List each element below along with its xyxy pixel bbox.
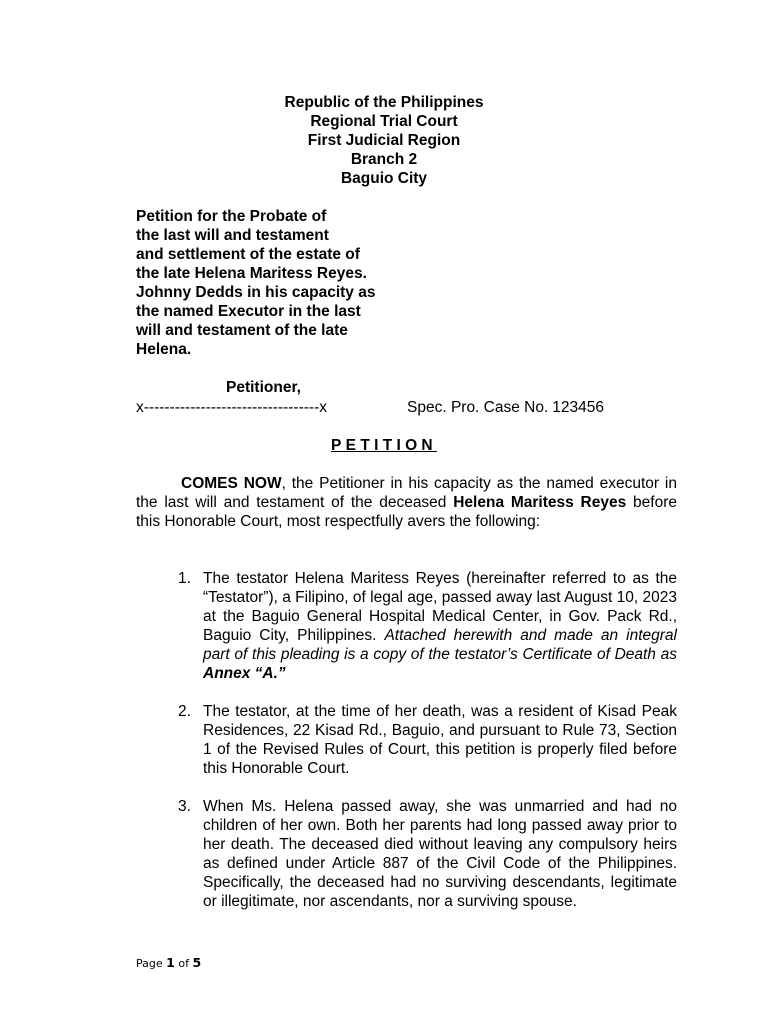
paragraph-text: The testator Helena Maritess Reyes (hereinafter referred to as the “Testator”), a Filipino, of legal age, passed away last August 10, 2023 at the Baguio General Hospital Medical Center, in Gov. Pack Rd., Baguio City, Philippines. <box>203 570 677 644</box>
case-number <box>407 398 604 417</box>
case-number-value: 123456 <box>552 399 605 416</box>
paragraph-body <box>203 569 677 683</box>
intro-paragraph <box>136 474 677 531</box>
intro-text: , the Petitioner in his capacity as the named executor in the last will and testament of the deceased <box>136 475 677 511</box>
total-pages-number: 5 <box>192 955 202 970</box>
numbered-paragraph <box>178 702 677 778</box>
caption-line: Helena. <box>136 341 192 358</box>
caption-line: Petition for the Probate of <box>136 208 327 225</box>
of-word: of <box>178 957 189 970</box>
paragraph-number: 3. <box>178 798 191 815</box>
petitioner-label: Petitioner, <box>226 379 301 396</box>
caption-line: the named Executor in the last <box>136 303 361 320</box>
intro-deceased-name: Helena Maritess Reyes <box>453 494 627 511</box>
caption-line: will and testament of the late <box>136 322 348 339</box>
case-number-label: Spec. Pro. Case No. <box>407 399 549 416</box>
current-page-number: 1 <box>166 955 175 970</box>
intro-text: before this Honorable Court, most respectfully avers the following: <box>136 494 678 530</box>
paragraph-body: When Ms. Helena passed away, she was unmarried and had no children of her own. Both her parents had long passed away prior to her death. The deceased died without leaving any compulsory heirs as defined under Article 887 of the Civil Code of the Philippines. Specifically, the deceased had no surviving descendants, legitimate or illegitimate, nor ascendants, nor a surviving spouse. <box>203 798 677 910</box>
caption-separator: x----------------------------------x <box>136 399 327 416</box>
paragraph-italic-text: Attached herewith and made an integral part of this pleading is a copy of the testator’s Certificate of Death as <box>203 627 677 663</box>
header-line-city: Baguio City <box>340 170 428 187</box>
paragraph-number: 2. <box>178 703 191 720</box>
court-header <box>0 93 768 188</box>
header-line-republic: Republic of the Philippines <box>284 94 484 111</box>
paragraph-body: The testator, at the time of her death, was a resident of Kisad Peak Residences, 22 Kisad Rd., Baguio, and pursuant to Rule 73, Section 1 of the Revised Rules of Court, this petition is properly filed before this Honorable Court. <box>203 703 677 777</box>
header-line-branch: Branch 2 <box>350 151 418 168</box>
annex-reference: Annex “A.” <box>203 665 286 682</box>
caption-line: the last will and testament <box>136 227 329 244</box>
intro-lead: COMES NOW <box>181 475 282 492</box>
header-line-court: Regional Trial Court <box>310 113 458 130</box>
page-word: Page <box>136 957 163 970</box>
numbered-paragraph <box>178 797 677 911</box>
header-line-region: First Judicial Region <box>307 132 461 149</box>
document-title: PETITION <box>331 437 437 454</box>
caption-line: the late Helena Maritess Reyes. <box>136 265 367 282</box>
caption-line: Johnny Dedds in his capacity as <box>136 284 376 301</box>
case-caption <box>136 207 375 359</box>
caption-line: and settlement of the estate of <box>136 246 360 263</box>
numbered-paragraph <box>178 569 677 683</box>
page-footer <box>136 955 201 972</box>
paragraph-number: 1. <box>178 570 191 587</box>
